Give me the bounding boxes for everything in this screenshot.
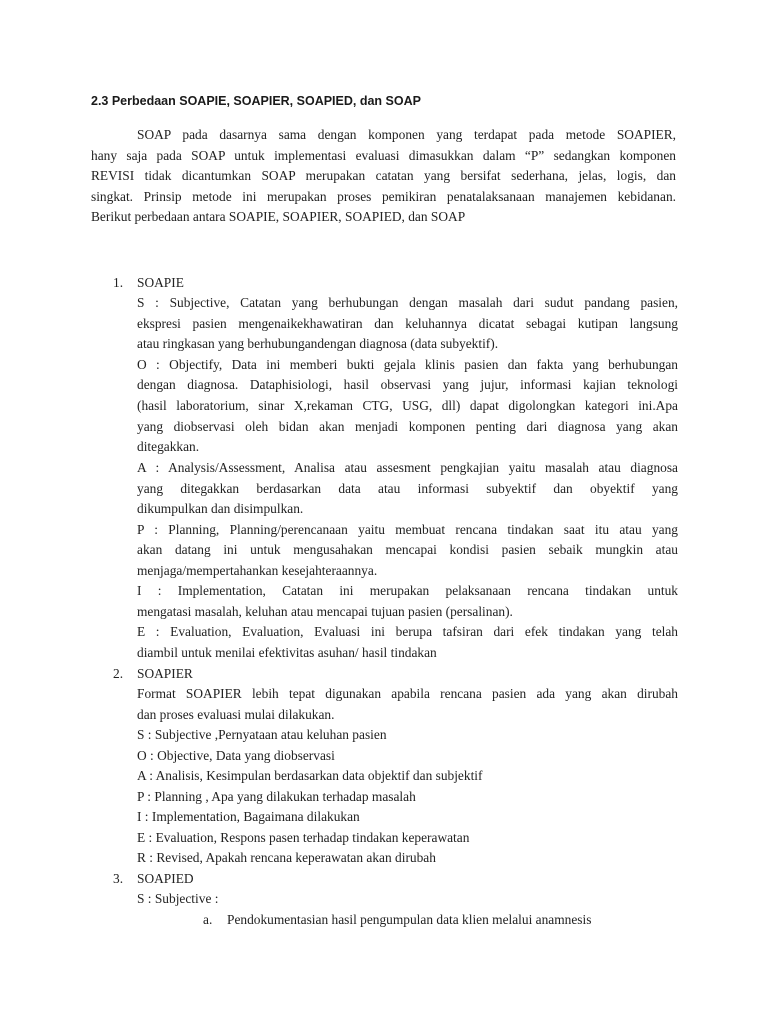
soapie-line: yang ditegakkan berdasarkan data atau informasi subyektif dan obyektif yang (137, 481, 678, 496)
soapie-line: menjaga/mempertahankan kesejahteraannya. (137, 563, 378, 578)
subjective-label: S : Subjective : (137, 891, 219, 906)
intro-line: SOAP pada dasarnya sama dengan komponen yang terdapat pada metode SOAPIER, (137, 127, 676, 142)
soapier-line: E : Evaluation, Respons pasen terhadap tindakan keperawatan (137, 830, 470, 845)
soapie-line: I : Implementation, Catatan ini merupakan pelaksanaan rencana tindakan untuk (137, 583, 678, 598)
sub-item-text: Pendokumentasian hasil pengumpulan data klien melalui anamnesis (227, 912, 592, 927)
soapie-line: dengan diagnosa. Dataphisiologi, hasil observasi yang jujur, informasi kajian teknologi (137, 377, 678, 392)
soapie-line: A : Analysis/Assessment, Analisa atau assesment pengkajian yaitu masalah atau diagnosa (137, 460, 678, 475)
soapie-line: yang diobservasi oleh bidan akan menjadi komponen penting dari diagnosa yang akan (137, 419, 678, 434)
soapier-line: Format SOAPIER lebih tepat digunakan apabila rencana pasien ada yang akan dirubah (137, 686, 678, 701)
soapie-line: mengatasi masalah, keluhan atau mencapai tujuan pasien (persalinan). (137, 604, 513, 619)
list-item-title: SOAPIER (137, 666, 193, 681)
soapier-line: I : Implementation, Bagaimana dilakukan (137, 809, 360, 824)
soapie-line: ditegakkan. (137, 439, 200, 454)
soapie-line: (hasil laboratorium, sinar X,rekaman CTG, USG, dll) dapat digolongkan kategori ini.Apa (137, 398, 678, 413)
list-number: 3. (113, 871, 124, 886)
soapie-line: E : Evaluation, Evaluation, Evaluasi ini berupa tafsiran dari efek tindakan yang telah (137, 624, 678, 639)
soapier-line: O : Objective, Data yang diobservasi (137, 748, 335, 763)
intro-line: REVISI tidak dicantumkan SOAP merupakan catatan yang bersifat sederhana, jelas, logis, dan (91, 168, 676, 183)
soapie-line: dikumpulkan dan disimpulkan. (137, 501, 304, 516)
sub-item-marker: a. (203, 912, 213, 927)
soapie-line: O : Objectify, Data ini memberi bukti gejala klinis pasien dan fakta yang berhubungan (137, 357, 678, 372)
intro-line: hany saja pada SOAP untuk implementasi evaluasi dimasukkan dalam “P” sedangkan komponen (91, 148, 676, 163)
soapier-line: P : Planning , Apa yang dilakukan terhadap masalah (137, 789, 416, 804)
soapie-line: ekspresi pasien mengenaikekhawatiran dan keluhannya dicatat sebagai kutipan langsung (137, 316, 678, 331)
soapie-line: P : Planning, Planning/perencanaan yaitu membuat rencana tindakan saat itu atau yang (137, 522, 678, 537)
list-item-title: SOAPIED (137, 871, 194, 886)
soapie-line: atau ringkasan yang berhubungandengan diagnosa (data subyektif). (137, 336, 499, 351)
soapier-line: dan proses evaluasi mulai dilakukan. (137, 707, 335, 722)
list-item-title: SOAPIE (137, 275, 184, 290)
section-heading: 2.3 Perbedaan SOAPIE, SOAPIER, SOAPIED, dan SOAP (91, 94, 421, 108)
soapie-line: diambil untuk menilai efektivitas asuhan/ hasil tindakan (137, 645, 437, 660)
soapier-line: A : Analisis, Kesimpulan berdasarkan data objektif dan subjektif (137, 768, 483, 783)
soapie-line: S : Subjective, Catatan yang berhubungan dengan masalah dari sudut pandang pasien, (137, 295, 678, 310)
list-number: 1. (113, 275, 124, 290)
soapier-line: S : Subjective ,Pernyataan atau keluhan pasien (137, 727, 387, 742)
soapie-line: akan datang ini untuk mengusahakan mencapai kondisi pasien sebaik mungkin atau (137, 542, 678, 557)
intro-line: singkat. Prinsip metode ini merupakan proses pemikiran penatalaksanaan manajemen kebidanan. (91, 189, 676, 204)
soapier-line: R : Revised, Apakah rencana keperawatan akan dirubah (137, 850, 436, 865)
intro-line: Berikut perbedaan antara SOAPIE, SOAPIER, SOAPIED, dan SOAP (91, 209, 466, 224)
list-number: 2. (113, 666, 124, 681)
